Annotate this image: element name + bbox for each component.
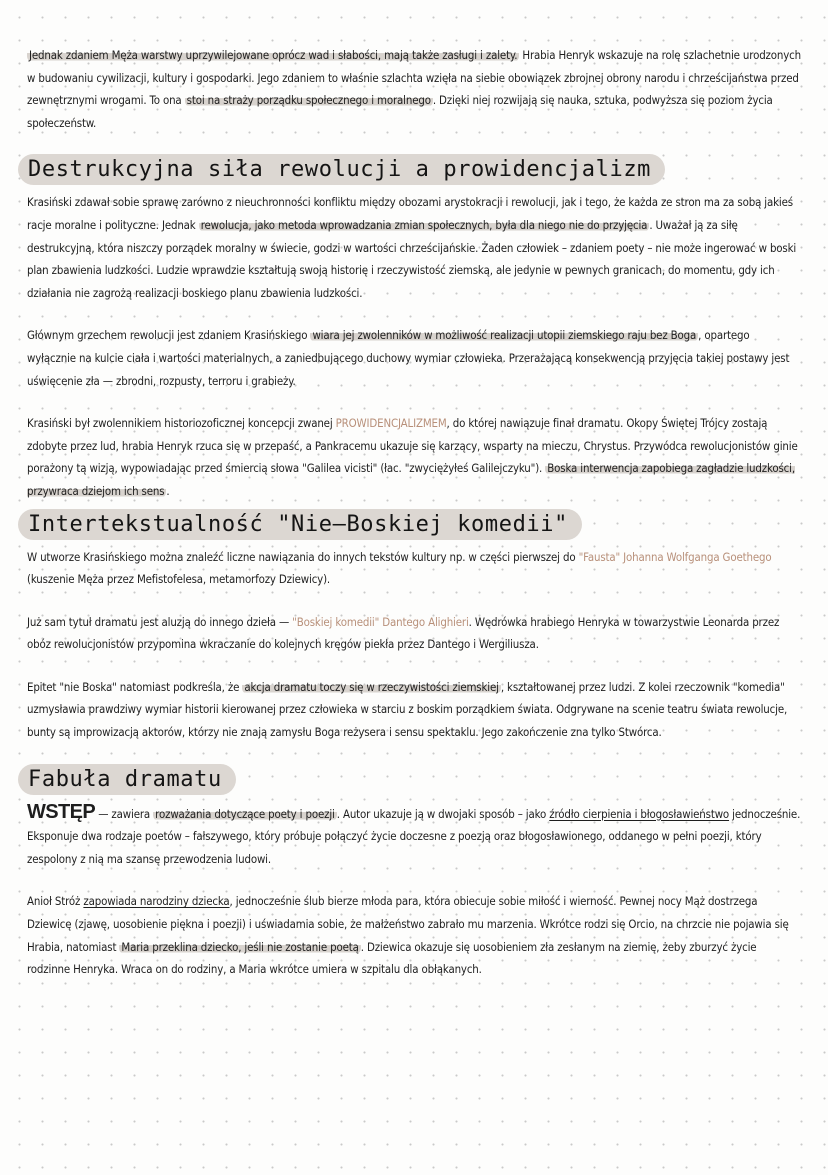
intro-paragraph: Jednak zdaniem Męża warstwy uprzywilejowane oprócz wad i słabości, mają także zasługi i zalety. Hrabia Henryk wskazuje na rolę szlachetnie urodzonych w budowaniu cywilizacji, kultury i gospodarki. Jego zdaniem to właśnie szlachta wzięła na siebie obowiązek zbrojnej obrony narodu i chrześcijaństwa przed zewnętrznymi wrogami. To ona stoi na straży porządku społecznego i moralnego . Dzięki niej rozwijają się nauka, sztuka, podwyższa się poziom życia społeczeństw. [27, 48, 801, 130]
keyword: PROWIDENCJALIZMEM [335, 416, 447, 431]
highlight: akcja dramatu toczy się w rzeczywistości ziemskiej [244, 679, 499, 694]
paragraph: Anioł Stróż zapowiada narodziny dziecka, jednocześnie ślub bierze młoda para, która obiecuje sobie miłość i wierność. Pewnej nocy Mąż dostrzega Dziewicę (zjawę, uosobienie piękna i poezji) i uświadamia sobie, że małżeństwo zabrało mu marzenia. Wkrótce rodzi się Orcio, na chrzcie nie pojawia się Hrabia, natomiast Maria przeklina dziecko, jeśli nie zostanie poetą . Dziewica okazuje się uosobieniem zła zesłanym na ziemię, żeby zburzyć życie rodzinne Henryka. Wraca on do rodziny, a Maria wkrótce umiera w szpitalu dla obłąkanych. [27, 894, 789, 977]
section-heading-revolution: Destrukcyjna siła rewolucji a prowidencjalizm [18, 154, 665, 185]
underline: źródło cierpienia i błogosławieństwo [549, 806, 730, 821]
section-heading-intertextuality: Intertekstualność "Nie–Boskiej komedii" [18, 509, 582, 540]
underline: zapowiada narodziny dziecka [83, 894, 230, 909]
paragraph: Krasiński zdawał sobie sprawę zarówno z nieuchronności konfliktu między obozami arystokracji i rewolucji, jak i tego, że każda ze stron ma za sobą jakieś racje moralne i polityczne. Jednak rewolucja, jako metoda wprowadzania zmian społecznych, była dla niego nie do przyjęcia . Uważał ją za siłę destrukcyjną, która niszczy porządek moralny w świecie, godzi w wartości chrześcijańskie. Żaden człowiek – zdaniem poety – nie może ingerować w boski plan zbawienia ludzkości. Ludzie wprawdzie kształtują swoją historię i rzeczywistość ziemską, ale jedynie w pewnych granicach, do momentu, gdy ich działania nie zagrożą realizacji boskiego planu zbawienia ludzkości. [27, 195, 797, 300]
wstep-label: WSTĘP [27, 800, 96, 823]
highlight: rozważania dotyczące poety i poezji [155, 806, 335, 821]
reference: "Fausta" Johanna Wolfganga Goethego [578, 549, 772, 564]
section-heading-plot: Fabuła dramatu [18, 764, 236, 795]
paragraph: Epitet "nie Boska" natomiast podkreśla, że akcja dramatu toczy się w rzeczywistości ziemskiej , kształtowanej przez ludzi. Z kolei rzeczownik "komedia" uzmysławia prawdziwy wymiar historii kierowanej przez człowieka w starciu z boskim porządkiem świata. Odgrywane na scenie teatru świata rewolucje, bunty są improwizacją aktorów, którzy nie znają zamysłu Boga reżysera i sensu spektaklu. Jego zakończenie zna tylko Stwórca. [27, 679, 788, 740]
highlight: Jednak zdaniem Męża warstwy uprzywilejowane oprócz wad i słabości, mają także zasługi i zalety. [29, 48, 518, 62]
highlight: Maria przeklina dziecko, jeśli nie zostanie poetą [121, 939, 359, 954]
highlight: wiara jej zwolenników w możliwość realizacji utopii ziemskiego raju bez Boga [312, 328, 697, 343]
highlight: Boska interwencja zapobiega zagładzie ludzkości, przywraca dziejom ich sens [27, 461, 795, 498]
paragraph: WSTĘP — zawiera rozważania dotyczące poety i poezji . Autor ukazuje ją w dwojaki sposób – jako źródło cierpienia i błogosławieństwo jednocześnie. Eksponuje dwa rodzaje poetów – fałszywego, który próbuje połączyć życie doczesne z poezją oraz błogosławionego, oddanego w pełni poezji, który zespolony z nią ma szansę przewodzenia ludowi. [27, 800, 801, 866]
highlight: rewolucja, jako metoda wprowadzania zmian społecznych, była dla niego nie do przyjęcia [200, 217, 648, 232]
reference: "Boskiej komedii" Dantego Alighieri [292, 614, 469, 629]
paragraph: Już sam tytuł dramatu jest aluzją do innego dzieła — "Boskiej komedii" Dantego Alighieri. Wędrówka hrabiego Henryka w towarzystwie Leonarda przez obóz rewolucjonistów przypomina wkraczanie do kolejnych kręgów piekła przez Dantego i Wergiliusza. [27, 614, 780, 652]
highlight: stoi na straży porządku społecznego i moralnego [186, 93, 431, 108]
note-page [27, 44, 801, 981]
paragraph: W utworze Krasińskiego można znaleźć liczne nawiązania do innych tekstów kultury np. w części pierwszej do "Fausta" Johanna Wolfganga Goethego (kuszenie Męża przez Mefistofelesa, metamorfozy Dziewicy). [27, 549, 772, 587]
paragraph: Krasiński był zwolennikiem historiozoficznej koncepcji zwanej PROWIDENCJALIZMEM, do której nawiązuje finał dramatu. Okopy Świętej Trójcy zostają zdobyte przez lud, hrabia Henryk rzuca się w przepaść, a Pankracemu ukazuje się karzący, wsparty na mieczu, Chrystus. Przywódca rewolucjonistów ginie porażony tą wizją, wypowiadając przed śmiercią słowa "Galilea vicisti" (łac. "zwyciężyłeś Galilejczyku"). Boska interwencja zapobiega zagładzie ludzkości, przywraca dziejom ich sens . [27, 416, 798, 498]
paragraph: Głównym grzechem rewolucji jest zdaniem Krasińskiego wiara jej zwolenników w możliwość realizacji utopii ziemskiego raju bez Boga , opartego wyłącznie na kulcie ciała i wartości materialnych, a zaniedbującego duchowy wymiar człowieka. Przerażającą konsekwencją przyjęcia takiej postawy jest uświęcenie zła — zbrodni, rozpusty, terroru i grabieży. [27, 328, 790, 388]
